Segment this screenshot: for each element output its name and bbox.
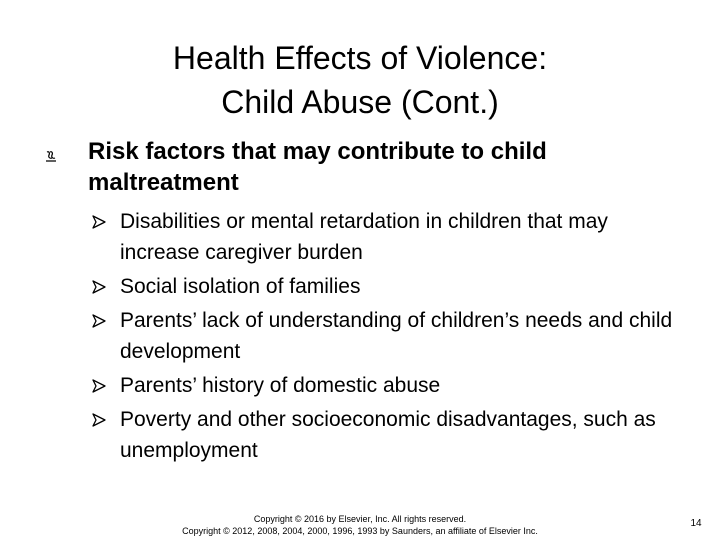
list-item-text: Social isolation of families: [120, 275, 361, 298]
list-item: [92, 305, 682, 367]
slide-title: [60, 36, 660, 124]
list-item-text: Parents’ history of domestic abuse: [120, 374, 441, 397]
arrow-bullet-icon: [92, 314, 106, 328]
list-item: [92, 271, 682, 302]
list-item: [92, 370, 682, 401]
copyright-line-1: Copyright © 2016 by Elsevier, Inc. All rights reserved.: [253, 514, 467, 524]
page-number: 14: [690, 518, 702, 529]
arrow-bullet-icon: [92, 379, 106, 393]
main-bullet-heading: Risk factors that may contribute to child maltreatment: [88, 138, 547, 196]
risk-factor-list: [92, 206, 682, 469]
arrow-bullet-icon: [92, 413, 106, 427]
slide-title-line-1: Health Effects of Violence:: [172, 40, 548, 76]
list-item: [92, 206, 682, 268]
copyright-line-2: Copyright © 2012, 2008, 2004, 2000, 1996, 1993 by Saunders, an affiliate of Elsevier Inc.: [182, 526, 538, 536]
ribbon-bullet-icon: [44, 150, 58, 164]
arrow-bullet-icon: [92, 280, 106, 294]
slide-title-line-2: Child Abuse (Cont.): [221, 84, 499, 120]
list-item-text: Poverty and other socioeconomic disadvantages, such as unemployment: [120, 408, 656, 462]
list-item-text: Parents’ lack of understanding of children’s needs and child development: [120, 309, 673, 363]
list-item: [92, 404, 682, 466]
list-item-text: Disabilities or mental retardation in children that may increase caregiver burden: [120, 210, 608, 264]
copyright-footer: [150, 513, 570, 537]
arrow-bullet-icon: [92, 215, 106, 229]
